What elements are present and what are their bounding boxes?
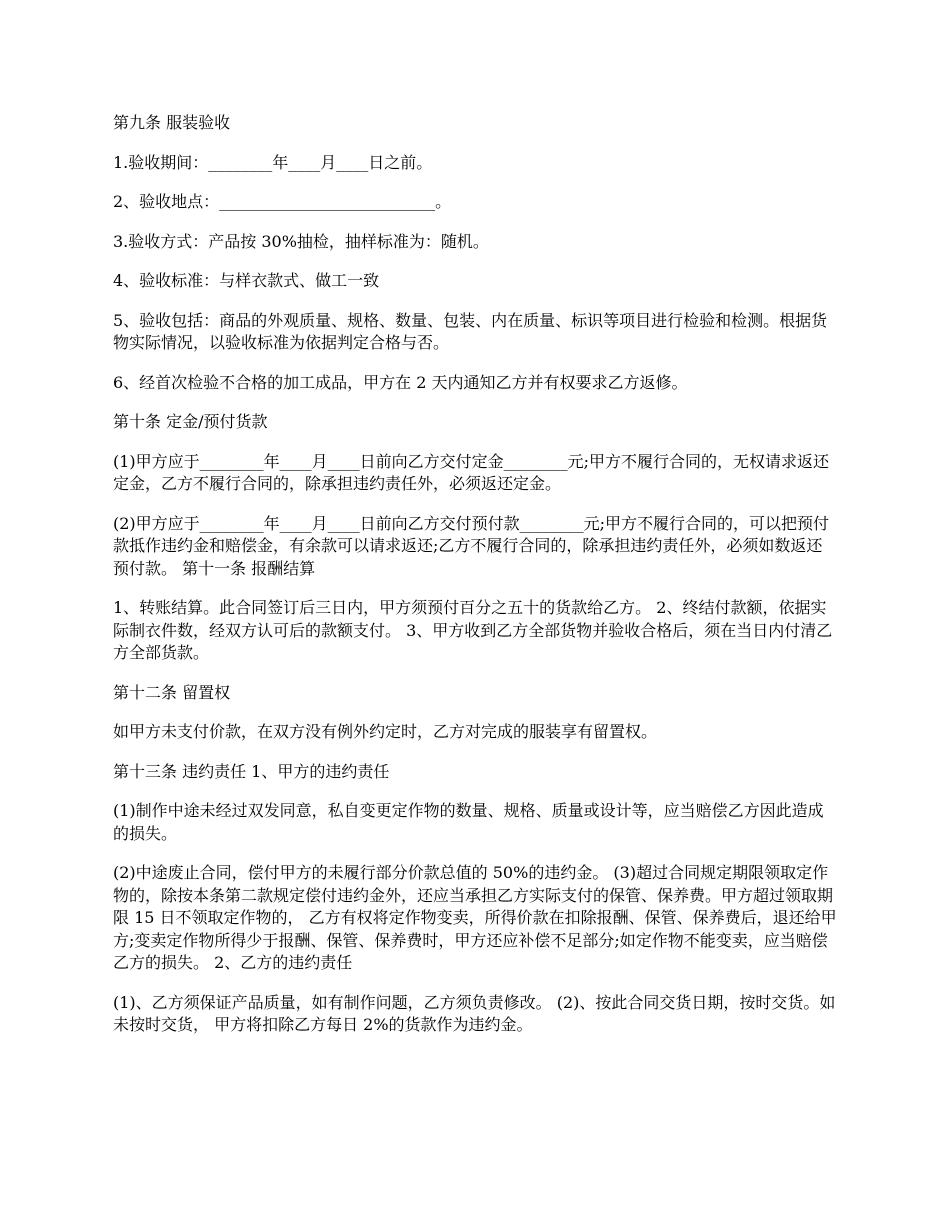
paragraph-party-a-liability-1: (1)制作中途未经过双发同意，私自变更定作物的数量、规格、质量或设计等，应当赔偿乙方因此造成的损失。 (113, 801, 824, 843)
paragraph-lien: 如甲方未支付价款，在双方没有例外约定时，乙方对完成的服装享有留置权。 (113, 722, 658, 741)
paragraph-settlement: 1、转账结算。此合同签订后三日内，甲方须预付百分之五十的货款给乙方。 2、终结付款额，依据实际制衣件数，经双方认可后的款额支付。 3、甲方收到乙方全部货物并验收合格后，须在当日内付清乙方全部货款。 (113, 598, 833, 662)
section-heading-article-9: 第九条 服装验收 (113, 113, 231, 132)
paragraph-inspection-standard: 4、验收标准：与样衣款式、做工一致 (113, 271, 380, 290)
document-body (113, 112, 838, 1054)
section-heading-article-13: 第十三条 违约责任 1、甲方的违约责任 (113, 761, 390, 781)
section-heading-article-10: 第十条 定金/预付货款 (113, 412, 268, 431)
paragraph-inspection-period: 1.验收期间：________年____月____日之前。 (113, 152, 433, 172)
paragraph-deposit: (1)甲方应于________年____月____日前向乙方交付定金________元;甲方不履行合同的，无权请求返还定金，乙方不履行合同的，除承担违约责任外，必须返还定金。 (113, 451, 830, 493)
paragraph-rework: 6、经首次检验不合格的加工成品，甲方在 2 天内通知乙方并有权要求乙方返修。 (113, 372, 688, 392)
paragraph-inspection-method: 3.验收方式：产品按 30%抽检，抽样标准为：随机。 (113, 231, 489, 251)
paragraph-party-b-liability: (1)、乙方须保证产品质量，如有制作问题，乙方须负责修改。 (2)、按此合同交货日期，按时交货。如未按时交货， 甲方将扣除乙方每日 2%的货款作为违约金。 (113, 992, 836, 1034)
paragraph-prepayment: (2)甲方应于________年____月____日前向乙方交付预付款________元;甲方不履行合同的，可以把预付款抵作违约金和赔偿金，有余款可以请求返还;乙方不履行合同的，除承担违约责任外，必须如数返还预付款。 第十一条 报酬结算 (113, 513, 830, 578)
section-heading-article-12: 第十二条 留置权 (113, 682, 231, 702)
paragraph-inspection-scope: 5、验收包括：商品的外观质量、规格、数量、包装、内在质量、标识等项目进行检验和检测。根据货物实际情况，以验收标准为依据判定合格与否。 (113, 310, 828, 352)
paragraph-inspection-location: 2、验收地点：___________________________。 (113, 192, 452, 211)
paragraph-party-a-liability-2: (2)中途废止合同，偿付甲方的未履行部分价款总值的 50%的违约金。 (3)超过合同规定期限领取定作物的，除按本条第二款规定偿付违约金外，还应当承担乙方实际支付的保管、保养费。甲方超过领取期限 15 日不领取定作物的， 乙方有权将定作物变卖，所得价款在扣除报酬、保管、保养费后，退还给甲方;变卖定作物所得少于报酬、保管、保养费时，甲方还应补偿不足部分;如定作物不能变卖，应当赔偿乙方的损失。 2、乙方的违约责任 (113, 863, 837, 972)
